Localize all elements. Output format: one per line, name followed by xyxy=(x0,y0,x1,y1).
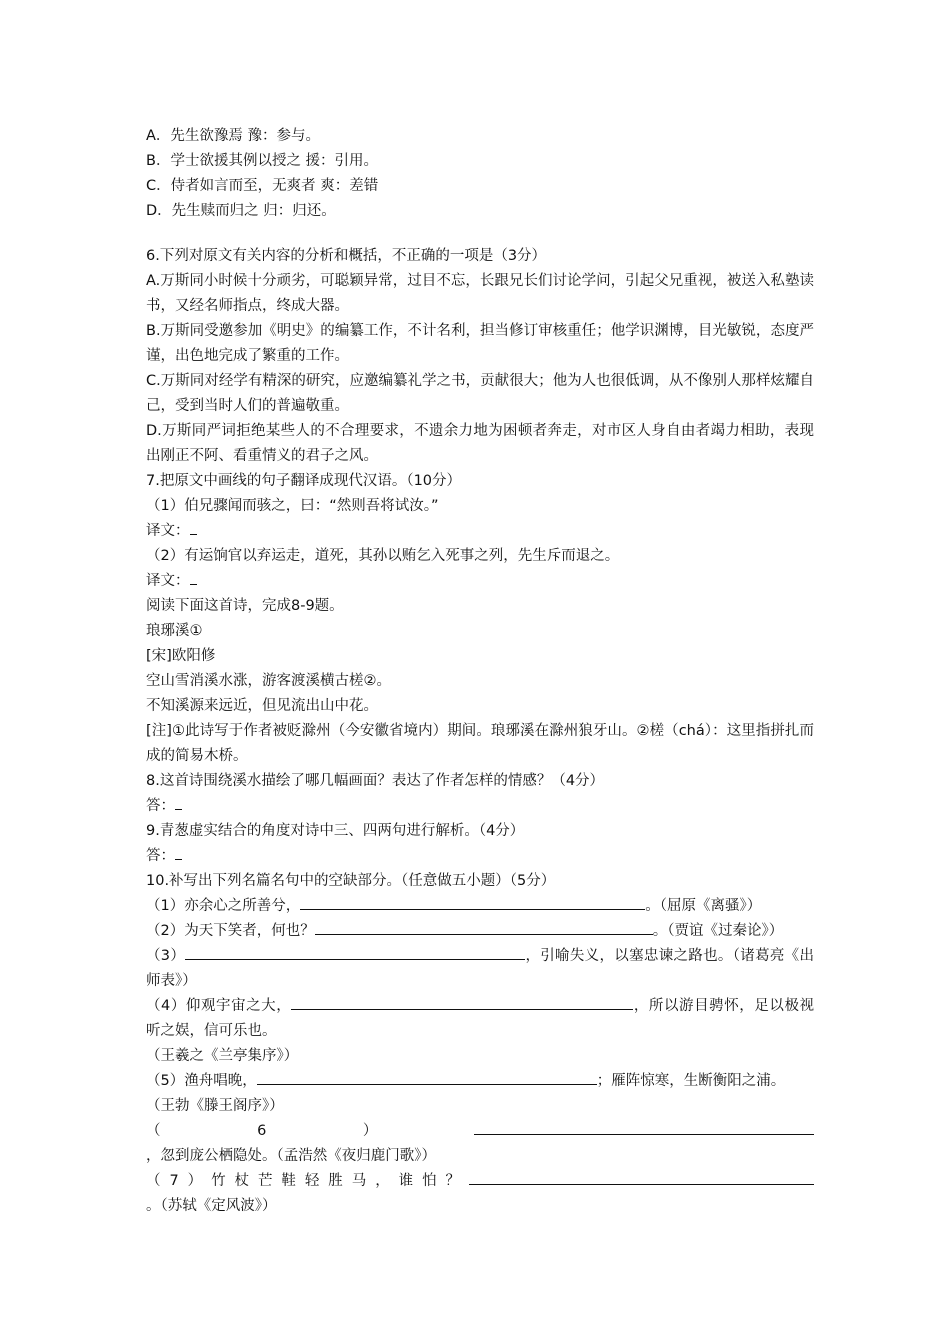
q10-stem: 10.补写出下列名篇名句中的空缺部分。（任意做五小题）（5分） xyxy=(146,873,556,889)
fill-blank[interactable] xyxy=(474,1119,814,1135)
q10-item-1 xyxy=(146,894,814,919)
q5-option-a: A．先生欲豫焉 豫：参与。 xyxy=(146,128,321,144)
answer-label: 答： xyxy=(146,798,175,814)
q7-stem: 7.把原文中画线的句子翻译成现代汉语。（10分） xyxy=(146,473,462,489)
q9-stem: 9.青葱虚实结合的角度对诗中三、四两句进行解析。（4分） xyxy=(146,823,525,839)
item-suffix: 。（贾谊《过秦论》） xyxy=(652,923,784,939)
item-prefix: （2）为天下笑者，何也？ xyxy=(146,923,315,939)
q7-answer-1 xyxy=(146,519,814,544)
fill-blank[interactable] xyxy=(469,1169,814,1185)
item-suffix: ，所以游目骋怀，足以极视听之娱，信可乐也。 xyxy=(146,998,815,1039)
q8-answer xyxy=(146,794,814,819)
fill-blank[interactable] xyxy=(291,994,633,1010)
q10-item-3 xyxy=(146,944,814,994)
translation-label: 译文： xyxy=(146,573,190,589)
q8-stem: 8.这首诗围绕溪水描绘了哪几幅画面？表达了作者怎样的情感？（4分） xyxy=(146,773,605,789)
q6-option-c: C.万斯同对经学有精深的研究，应邀编纂礼学之书，贡献很大；他为人也很低调，从不像别人那样炫耀自己，受到当时人们的普遍敬重。 xyxy=(146,373,814,414)
q7-sentence-1: （1）伯兄骤闻而骇之，曰：“然则吾将试汝。” xyxy=(146,498,439,514)
q5-option-c: C．侍者如言而至，无爽者 爽：差错 xyxy=(146,178,379,194)
answer-label: 答： xyxy=(146,848,175,864)
poem-line-1: 空山雪消溪水涨，游客渡溪横古槎②。 xyxy=(146,673,391,689)
q6-option-a: A.万斯同小时候十分顽劣，可聪颖异常，过目不忘，长跟兄长们讨论学问，引起父兄重视，被送入私塾读书，又经名师指点，终成大器。 xyxy=(146,273,814,314)
fill-blank[interactable] xyxy=(315,919,653,935)
q7-sentence-2: （2）有运饷官以弃运走，道死，其孙以贿乞入死事之列，先生斥而退之。 xyxy=(146,548,620,564)
q10-item-4 xyxy=(146,994,814,1044)
q10-item-7 xyxy=(146,1169,814,1219)
q6-option-b: B.万斯同受邀参加《明史》的编纂工作，不计名利，担当修订审核重任；他学识渊博，目光敏锐，态度严谨，出色地完成了繁重的工作。 xyxy=(146,323,814,364)
q10-item-4-source: （王羲之《兰亭集序》） xyxy=(146,1048,299,1064)
q10-item-6 xyxy=(146,1119,814,1169)
item-prefix: （3） xyxy=(146,948,186,964)
translation-label: 译文： xyxy=(146,523,190,539)
q5-option-d: D．先生赎而归之 归：归还。 xyxy=(146,203,336,219)
answer-blank[interactable] xyxy=(175,794,182,810)
fill-blank[interactable] xyxy=(257,1069,597,1085)
poem-author: [宋]欧阳修 xyxy=(146,648,216,664)
poem-intro: 阅读下面这首诗，完成8-9题。 xyxy=(146,598,344,614)
q9-answer xyxy=(146,844,814,869)
answer-blank[interactable] xyxy=(175,844,182,860)
item-suffix: 。（屈原《离骚》） xyxy=(645,898,762,914)
exam-content xyxy=(146,124,814,1219)
answer-blank[interactable] xyxy=(190,569,197,585)
item-prefix: （6） xyxy=(146,1123,474,1139)
item-prefix: （4）仰观宇宙之大， xyxy=(146,998,292,1014)
item-suffix: ；雁阵惊寒，生断衡阳之浦。 xyxy=(596,1073,786,1089)
fill-blank[interactable] xyxy=(185,944,525,960)
item-suffix: ，引喻失义，以塞忠谏之路也。（诸葛亮《出师表》） xyxy=(146,948,814,989)
q5-option-b: B．学士欲援其例以授之 援：引用。 xyxy=(146,153,379,169)
answer-blank[interactable] xyxy=(190,519,197,535)
item-suffix: 。（苏轼《定风波》） xyxy=(146,1198,277,1214)
poem-title: 琅琊溪① xyxy=(146,623,203,639)
q10-item-5-source: （王勃《滕王阁序》） xyxy=(146,1098,284,1114)
q6-option-d: D.万斯同严词拒绝某些人的不合理要求，不遗余力地为困顿者奔走，对市区人身自由者竭力相助，表现出刚正不阿、看重情义的君子之风。 xyxy=(146,423,814,464)
item-prefix: （1）亦余心之所善兮， xyxy=(146,898,301,914)
poem-line-2: 不知溪源来远近，但见流出山中花。 xyxy=(146,698,378,714)
item-prefix: （5）渔舟唱晚， xyxy=(146,1073,257,1089)
item-prefix: （7）竹杖芒鞋轻胜马，谁怕？ xyxy=(146,1173,469,1189)
q7-answer-2 xyxy=(146,569,814,594)
spacer xyxy=(146,224,814,244)
q10-item-5 xyxy=(146,1069,814,1094)
fill-blank[interactable] xyxy=(300,894,645,910)
item-suffix: ，忽到庞公栖隐处。（孟浩然《夜归鹿门歌》） xyxy=(146,1148,436,1164)
q6-stem: 6.下列对原文有关内容的分析和概括，不正确的一项是（3分） xyxy=(146,248,547,264)
q10-item-2 xyxy=(146,919,814,944)
poem-note: [注]①此诗写于作者被贬滁州（今安徽省境内）期间。琅琊溪在滁州狼牙山。②槎（chá）：这里指拼扎而成的简易木桥。 xyxy=(146,723,814,764)
